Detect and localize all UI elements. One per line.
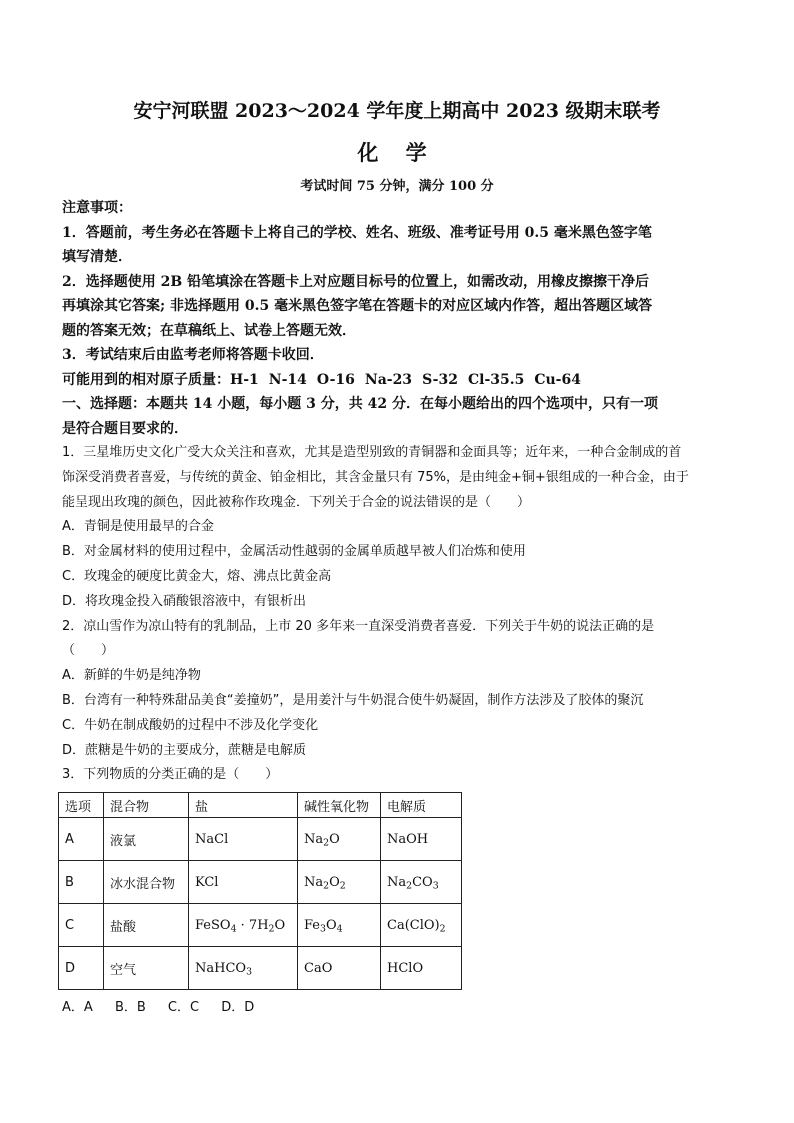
exam-body: [62, 196, 738, 1015]
formula-cell: CaO: [298, 947, 381, 990]
option-c: C．玫瑰金的硬度比黄金大，熔、沸点比黄金高: [62, 568, 332, 584]
atomic-mass: N-14: [268, 371, 307, 388]
option-b: B．B: [114, 1000, 146, 1016]
formula-cell: $Na_2O_2$: [298, 861, 381, 904]
header-cell: 碱性氧化物: [298, 793, 381, 818]
formula-cell: HClO: [381, 947, 462, 990]
question-stem-line: 2．凉山雪作为凉山特有的乳制品，上市 20 多年来一直深受消费者喜爱．下列关于牛奶的说法正确的是: [62, 618, 655, 634]
option-b: B．对金属材料的使用过程中，金属活动性越弱的金属单质越早被人们冶炼和使用: [62, 544, 526, 560]
atomic-mass: Cl-35.5: [467, 371, 525, 388]
header-cell: 电解质: [381, 793, 462, 818]
header-cell: 选项: [59, 793, 104, 818]
option-c: C．C: [167, 1000, 200, 1016]
formula-cell: $Ca(ClO)_2$: [381, 904, 462, 947]
atomic-mass: H-1: [230, 371, 259, 388]
question-stem-line: 3．下列物质的分类正确的是（ ）: [62, 767, 279, 783]
table-cell: C: [59, 904, 104, 947]
formula-cell: $Fe_3O_4$: [298, 904, 381, 947]
atomic-mass-line: [62, 368, 738, 393]
formula-cell: $Na_2O$: [298, 818, 381, 861]
question-1: [62, 441, 738, 615]
exam-time-info: 考试时间 75 分钟，满分 100 分: [300, 179, 494, 194]
header-cell: 混合物: [104, 793, 189, 818]
option-d: D．D: [221, 1000, 255, 1016]
classification-table: [58, 792, 462, 990]
notice-line: 2．选择题使用 2B 铅笔填涂在答题卡上对应题目标号的位置上，如需改动，用橡皮擦擦干净后: [62, 273, 650, 290]
option-a: A．A: [62, 1000, 93, 1016]
question-2: [62, 615, 738, 764]
notice-line: 1．答题前，考生务必在答题卡上将自己的学校、姓名、班级、准考证号用 0.5 毫米黑色签字笔: [62, 224, 652, 241]
atomic-mass-label: 可能用到的相对原子质量：: [62, 371, 230, 388]
table-cell: 冰水混合物: [104, 861, 189, 904]
atomic-mass: Na-23: [364, 371, 413, 388]
formula-cell: NaOH: [381, 818, 462, 861]
subject-title: 化 学: [357, 140, 437, 165]
option-c: C．牛奶在制成酸奶的过程中不涉及化学变化: [62, 717, 319, 733]
atomic-mass: S-32: [422, 371, 458, 388]
table-row: [59, 947, 462, 990]
option-a: A．新鲜的牛奶是纯净物: [62, 668, 201, 684]
option-b: B．台湾有一种特殊甜品美食“姜撞奶”，是用姜汁与牛奶混合使牛奶凝固，制作方法涉及了胶体的聚沉: [62, 692, 644, 708]
answer-options: [62, 996, 738, 1015]
table-row: [59, 861, 462, 904]
section-heading-cont: 是符合题目要求的．: [62, 420, 188, 437]
notice-heading: 注意事项：: [62, 200, 132, 216]
table-cell: 盐酸: [104, 904, 189, 947]
table-cell: D: [59, 947, 104, 990]
notice-line: 填写清楚．: [62, 249, 132, 265]
table-cell: B: [59, 861, 104, 904]
notice-line: 再填涂其它答案; 非选择题用 0.5 毫米黑色签字笔在答题卡的对应区域内作答，超出答题区域答: [62, 298, 653, 314]
atomic-mass: O-16: [316, 371, 355, 388]
formula-cell: $Na_2CO_3$: [381, 861, 462, 904]
notice-line: 题的答案无效；在草稿纸上、试卷上答题无效．: [62, 322, 356, 339]
exam-title: 安宁河联盟 2023～2024 学年度上期高中 2023 级期末联考: [133, 100, 661, 122]
table-cell: 空气: [104, 947, 189, 990]
formula-cell: KCl: [189, 861, 298, 904]
atomic-mass: Cu-64: [534, 371, 581, 388]
table-row: [59, 818, 462, 861]
table-header-row: [59, 793, 462, 818]
option-a: A．青铜是使用最早的合金: [62, 519, 214, 535]
table-row: [59, 904, 462, 947]
section-heading: 一、选择题：本题共 14 小题，每小题 3 分，共 42 分．在每小题给出的四个选项中，只有一项: [62, 396, 658, 412]
formula-cell: FeSO$_4$ · $7H_2O$: [189, 904, 298, 947]
question-stem-line: 饰深受消费者喜爱，与传统的黄金、铂金相比，其含金量只有 75%，是由纯金+铜+银组成的一种合金，由于: [62, 469, 689, 485]
option-d: D．将玫瑰金投入硝酸银溶液中，有银析出: [62, 593, 307, 609]
question-stem-line: 1．三星堆历史文化广受大众关注和喜欢，尤其是造型别致的青铜器和金面具等；近年来，一种合金制成的首: [62, 445, 682, 460]
table-cell: 液氯: [104, 818, 189, 861]
formula-cell: NaHCO$_3$: [189, 947, 298, 990]
table-cell: A: [59, 818, 104, 861]
question-stem-line: 能呈现出玫瑰的颜色，因此被称作玫瑰金．下列关于合金的说法错误的是（ ）: [62, 494, 531, 510]
formula-cell: NaCl: [189, 818, 298, 861]
notice-line: 3．考试结束后由监考老师将答题卡收回．: [62, 347, 324, 363]
header-cell: 盐: [189, 793, 298, 818]
question-stem-line: （ ）: [62, 643, 115, 659]
option-d: D．蔗糖是牛奶的主要成分，蔗糖是电解质: [62, 742, 307, 758]
question-3: [62, 763, 738, 1015]
